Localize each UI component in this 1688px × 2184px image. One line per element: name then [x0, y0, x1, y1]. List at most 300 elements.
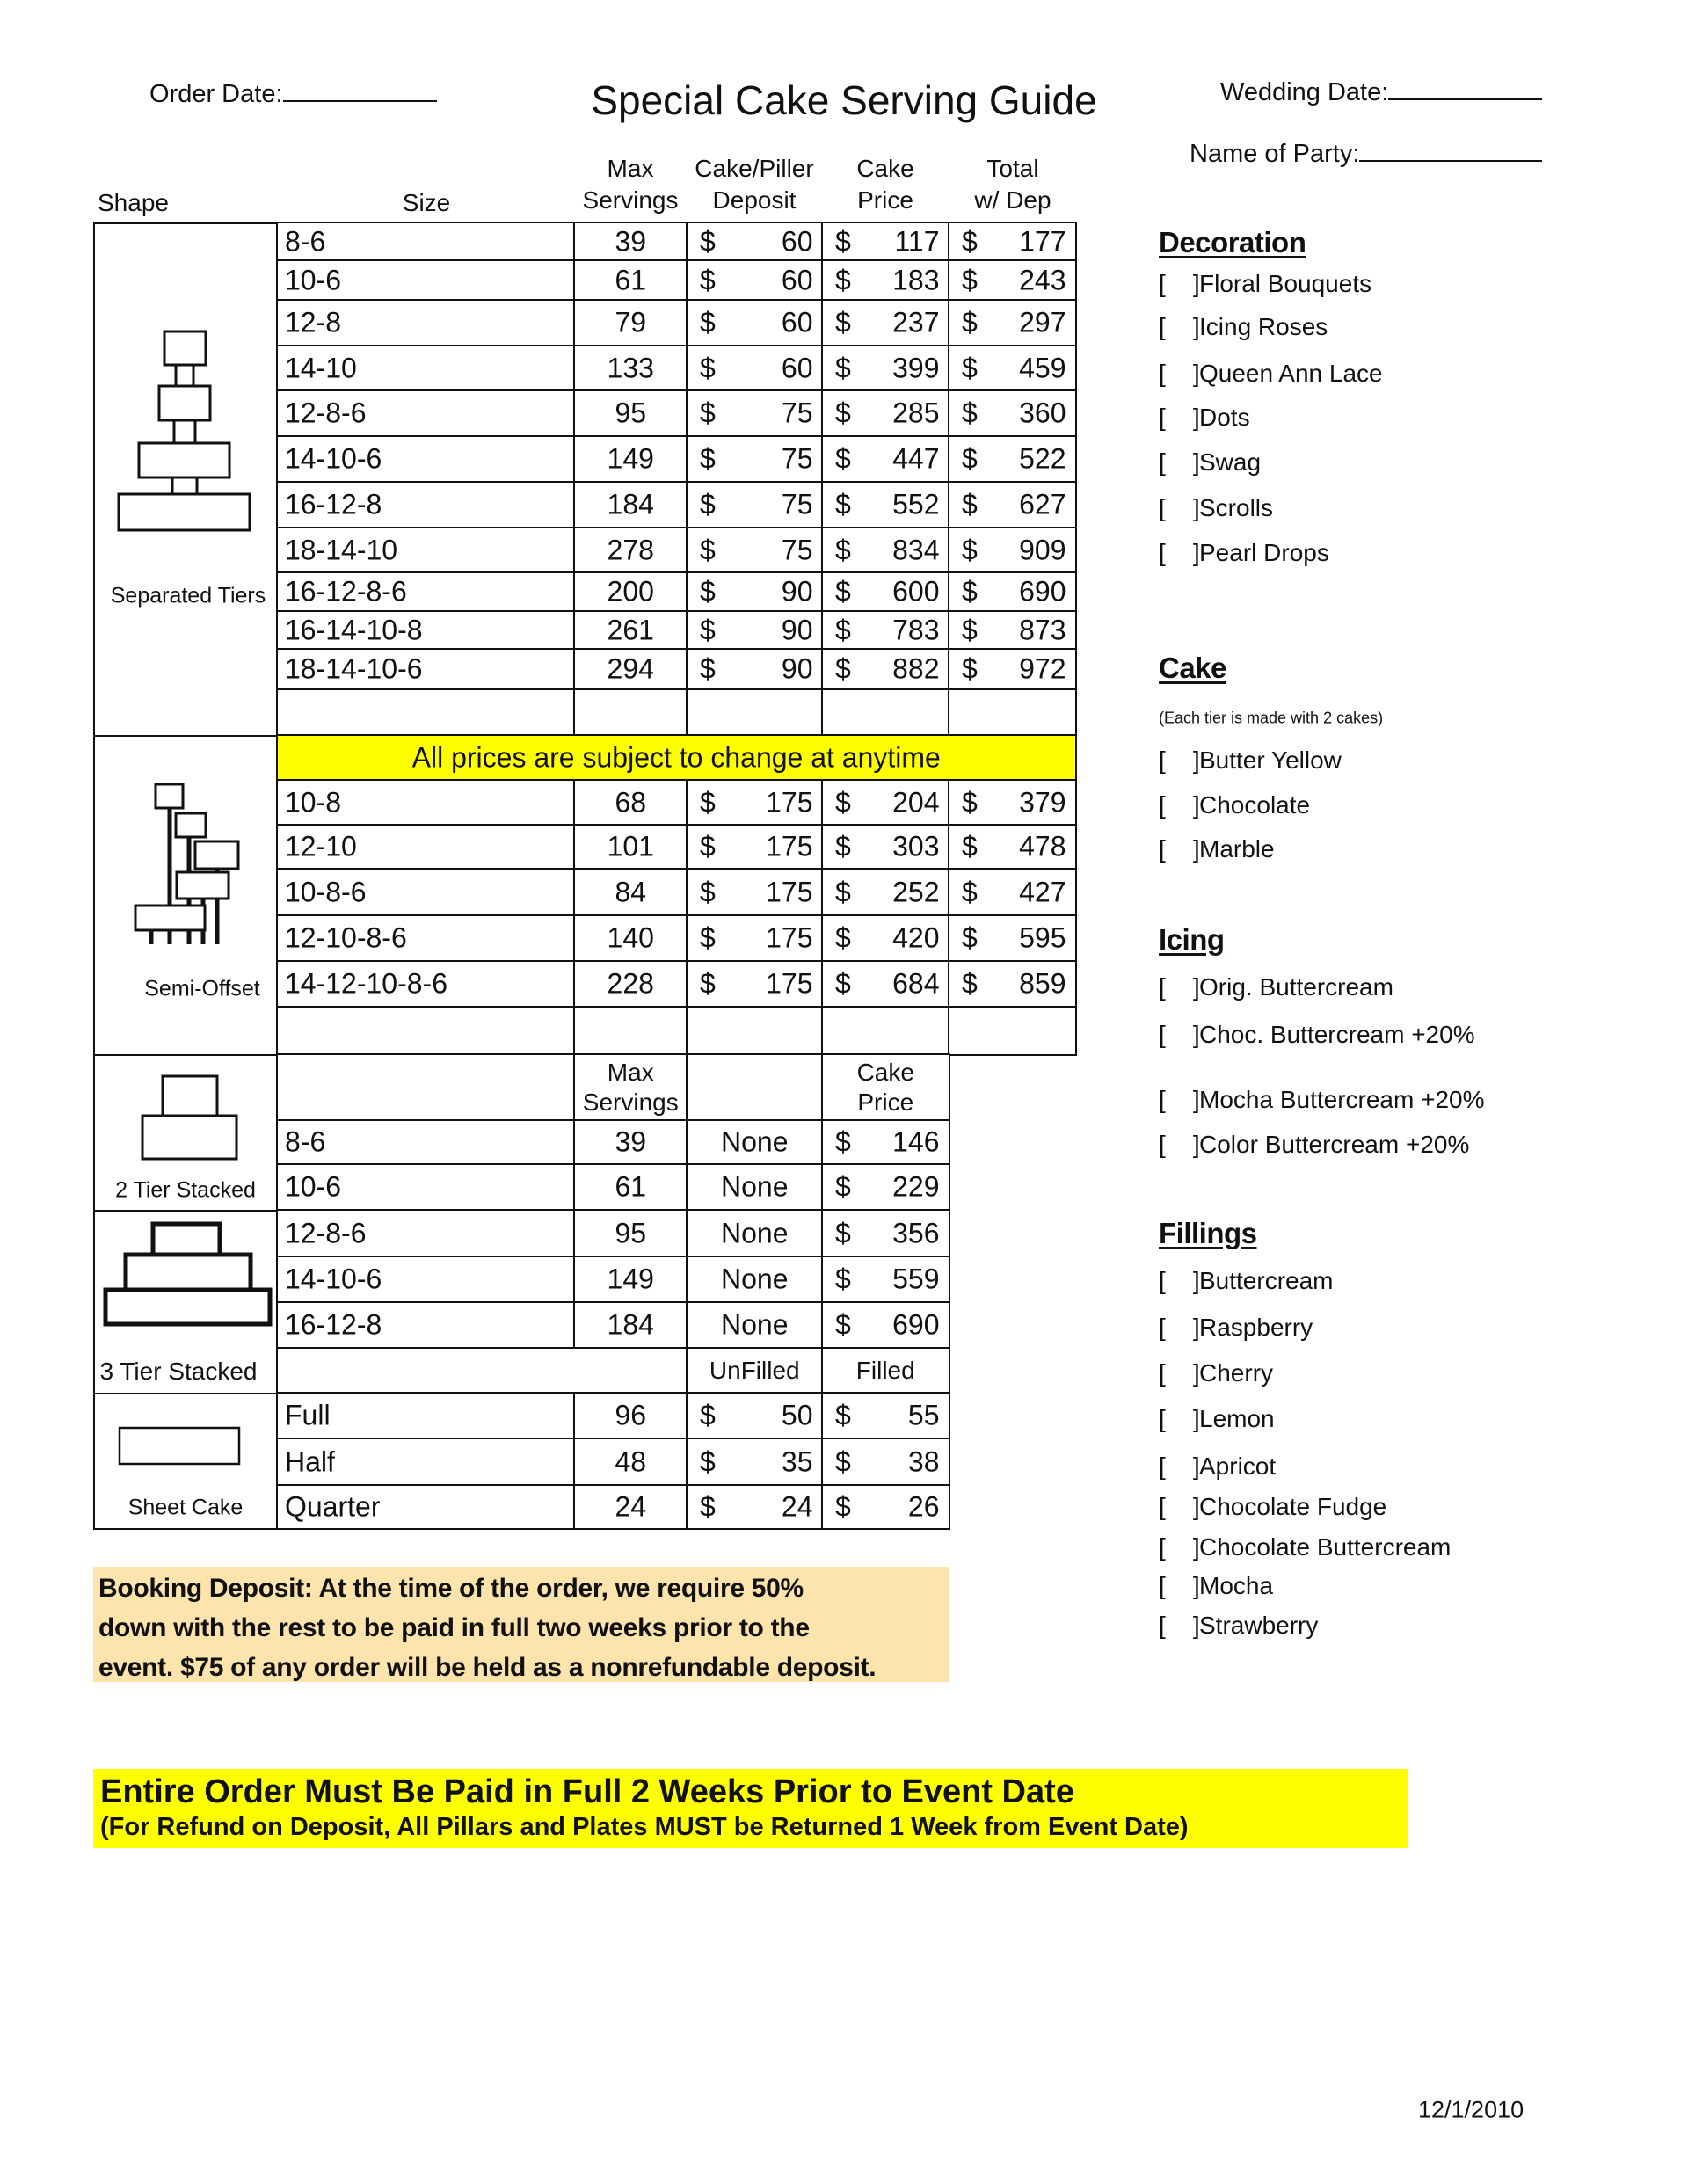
checkbox[interactable]: [ ]: [1159, 360, 1200, 387]
dollar-sign: $: [835, 575, 851, 608]
price-cell: [821, 1163, 950, 1212]
dollar-sign: $: [835, 442, 851, 475]
option-label: Choc. Buttercream +20%: [1199, 1021, 1475, 1048]
dollar-sign: $: [962, 786, 978, 819]
wedding-date-field[interactable]: [1220, 76, 1542, 107]
amount: 552: [892, 488, 940, 521]
dollar-sign: $: [962, 488, 978, 521]
servings-cell: [573, 779, 688, 826]
col-header-line: Deposit: [712, 186, 797, 214]
amount: 297: [1019, 306, 1066, 339]
amount: 50: [781, 1399, 813, 1431]
price-cell: [821, 527, 950, 574]
checkbox[interactable]: [ ]: [1159, 404, 1200, 431]
dollar-sign: $: [962, 534, 978, 566]
option-decoration-item[interactable]: [1159, 360, 1383, 388]
col-header-deposit: [695, 153, 813, 216]
amount: 237: [892, 306, 940, 339]
servings-text: 278: [607, 534, 654, 566]
amount: 26: [907, 1490, 940, 1523]
checkbox[interactable]: [ ]: [1159, 835, 1200, 863]
dollar-sign: $: [700, 967, 716, 1000]
price-cell: [821, 648, 950, 691]
empty-cell: [686, 1053, 824, 1122]
deposit-text: None: [721, 1125, 789, 1158]
checkbox[interactable]: [ ]: [1159, 1533, 1200, 1561]
deposit-cell: [686, 527, 824, 574]
dollar-sign: $: [962, 225, 978, 258]
size-cell: [276, 1256, 576, 1304]
dollar-sign: $: [700, 442, 716, 475]
col-header-cake-price: [856, 153, 913, 216]
dollar-sign: $: [835, 614, 851, 646]
empty-cell: [948, 688, 1077, 737]
option-decoration-item[interactable]: [1159, 404, 1250, 432]
dollar-sign: $: [962, 575, 978, 608]
option-label: Swag: [1199, 448, 1262, 476]
dollar-sign: $: [700, 575, 716, 608]
option-cake-item[interactable]: [1159, 746, 1342, 775]
size-cell: [276, 299, 576, 347]
name-of-party-field[interactable]: [1190, 137, 1542, 169]
servings-text: 48: [615, 1445, 647, 1478]
dollar-sign: $: [835, 830, 851, 863]
size-text: 10-6: [285, 264, 342, 296]
servings-cell: [573, 1119, 688, 1166]
unfilled-price-cell: [686, 1392, 824, 1440]
dollar-sign: $: [962, 264, 978, 296]
amount: 175: [766, 830, 813, 863]
col-header-line: Price: [857, 186, 913, 214]
checkbox[interactable]: [ ]: [1159, 270, 1200, 297]
dollar-sign: $: [835, 652, 851, 685]
dollar-sign: $: [835, 534, 851, 566]
price-change-notice: [276, 734, 1077, 782]
servings-cell: [573, 527, 688, 574]
servings-cell: [573, 571, 688, 613]
dollar-sign: $: [700, 1399, 716, 1431]
size-text: 18-14-10-6: [285, 652, 423, 685]
size-text: 16-12-8-6: [285, 575, 407, 608]
booking-deposit-line: event. $75 of any order will be held as a nonrefundable deposit.: [98, 1653, 877, 1682]
size-text: 14-10: [285, 352, 357, 384]
total-cell: [948, 481, 1077, 529]
servings-cell: [573, 648, 688, 691]
sidebar-heading-decoration: Decoration: [1159, 226, 1306, 258]
servings-cell: [573, 1163, 688, 1212]
dollar-sign: $: [835, 921, 851, 954]
col-header-max-servings: [583, 153, 679, 216]
deposit-cell: [686, 1119, 824, 1166]
col-header-line: Max: [607, 155, 654, 182]
dollar-sign: $: [700, 652, 716, 685]
price-cell: [821, 779, 950, 826]
servings-cell: [573, 960, 688, 1008]
dollar-sign: $: [962, 876, 978, 908]
option-label: Buttercream: [1199, 1267, 1334, 1294]
option-label: Lemon: [1199, 1405, 1275, 1432]
dollar-sign: $: [700, 534, 716, 566]
payment-notice: [93, 1769, 1408, 1848]
servings-cell: [573, 389, 688, 438]
servings-cell: [573, 1484, 688, 1530]
dollar-sign: $: [835, 1170, 851, 1203]
order-date-field[interactable]: [149, 77, 437, 109]
option-label: Mocha Buttercream +20%: [1199, 1086, 1485, 1113]
servings-text: 61: [615, 1170, 647, 1203]
col-header-line: w/ Dep: [974, 186, 1051, 214]
amount: 117: [894, 225, 940, 258]
size-text: 18-14-10: [285, 534, 398, 566]
deposit-text: None: [721, 1170, 789, 1203]
checkbox[interactable]: [ ]: [1159, 1493, 1200, 1520]
servings-cell: [573, 610, 688, 651]
deposit-cell: [686, 1256, 824, 1304]
servings-cell: [573, 868, 688, 917]
servings-cell: [573, 1438, 688, 1487]
booking-deposit-note: [93, 1567, 949, 1682]
size-text: 14-10-6: [285, 1263, 382, 1295]
shape-cell-separated-tiers: [93, 222, 279, 737]
price-cell: [821, 1256, 950, 1304]
amount: 459: [1019, 352, 1066, 384]
dollar-sign: $: [835, 786, 851, 819]
deposit-cell: [686, 779, 824, 826]
amount: 356: [892, 1217, 940, 1249]
deposit-cell: [686, 259, 824, 302]
deposit-cell: [686, 610, 824, 651]
amount: 252: [892, 876, 940, 908]
option-decoration-item[interactable]: [1159, 448, 1261, 477]
size-cell: [276, 259, 576, 302]
dollar-sign: $: [700, 306, 716, 339]
unfilled-price-cell: [686, 1438, 824, 1487]
option-label: Queen Ann Lace: [1199, 360, 1383, 387]
option-label: Chocolate Fudge: [1199, 1493, 1387, 1520]
servings-cell: [573, 1209, 688, 1258]
dollar-sign: $: [835, 1308, 851, 1341]
servings-cell: [573, 1392, 688, 1440]
total-cell: [948, 610, 1077, 651]
col-header-line: Servings: [582, 186, 679, 214]
payment-notice-headline: Entire Order Must Be Paid in Full 2 Weeks Prior to Event Date: [100, 1773, 1074, 1810]
servings-text: 101: [607, 830, 654, 863]
servings-text: 39: [615, 1125, 647, 1158]
amount: 478: [1019, 830, 1066, 863]
deposit-cell: [686, 648, 824, 691]
sidebar-heading-fillings: Fillings: [1159, 1217, 1257, 1249]
amount: 38: [907, 1445, 940, 1478]
option-label: Butter Yellow: [1199, 746, 1342, 774]
size-text: 12-10: [285, 830, 357, 863]
option-fillings-item[interactable]: [1159, 1314, 1313, 1342]
order-date-blank[interactable]: [283, 77, 437, 102]
checkbox[interactable]: [ ]: [1159, 539, 1200, 566]
dollar-sign: $: [835, 1217, 851, 1249]
amount: 972: [1019, 652, 1066, 685]
notice-text: All prices are subject to change at anytime: [411, 741, 941, 774]
shape-label-two-tier: 2 Tier Stacked: [115, 1177, 256, 1203]
size-text: 16-12-8: [285, 1308, 382, 1341]
dollar-sign: $: [962, 967, 978, 1000]
checkbox[interactable]: [ ]: [1159, 313, 1200, 340]
amount: 175: [766, 786, 813, 819]
payment-notice-subline: (For Refund on Deposit, All Pillars and Plates MUST be Returned 1 Week from Event Date): [100, 1813, 1189, 1841]
servings-text: 96: [615, 1399, 647, 1431]
price-cell: [821, 222, 950, 262]
servings-text: 149: [607, 1263, 654, 1295]
servings-text: 79: [615, 306, 647, 339]
servings-text: 140: [607, 921, 654, 954]
booking-deposit-line: Booking Deposit: At the time of the order, we require 50%: [98, 1574, 804, 1603]
amount: 175: [766, 967, 813, 1000]
dollar-sign: $: [700, 264, 716, 296]
dollar-sign: $: [700, 1490, 716, 1523]
empty-cell: [276, 688, 576, 737]
option-icing-item[interactable]: [1159, 1021, 1475, 1049]
size-cell: [276, 222, 576, 262]
name-of-party-blank[interactable]: [1359, 137, 1542, 162]
deposit-cell: [686, 222, 824, 262]
empty-cell: [686, 688, 824, 737]
unfilled-header: [686, 1347, 824, 1394]
option-cake-item[interactable]: [1159, 791, 1310, 819]
amount: 177: [1019, 225, 1066, 258]
amount: 627: [1019, 488, 1066, 521]
option-icing-item[interactable]: [1159, 1131, 1469, 1159]
size-cell: [276, 481, 576, 529]
amount: 90: [781, 575, 813, 608]
option-label: Scrolls: [1199, 494, 1274, 521]
size-cell: [276, 345, 576, 392]
dollar-sign: $: [962, 352, 978, 384]
size-text: 10-6: [285, 1170, 342, 1203]
total-cell: [948, 868, 1077, 917]
size-text: 12-8-6: [285, 1217, 367, 1249]
servings-text: 261: [607, 614, 654, 646]
servings-cell: [573, 914, 688, 963]
size-text: 14-10-6: [285, 442, 382, 475]
checkbox[interactable]: [ ]: [1159, 1405, 1200, 1432]
page-title: Special Cake Serving Guide: [591, 77, 1097, 123]
total-cell: [948, 527, 1077, 574]
price-cell: [821, 1301, 950, 1350]
dollar-sign: $: [700, 352, 716, 384]
size-cell: [276, 1392, 576, 1440]
size-cell: [276, 960, 576, 1008]
size-cell: [276, 648, 576, 691]
shape-label-semi-offset: Semi-Offset: [144, 976, 260, 1001]
option-fillings-item[interactable]: [1159, 1405, 1275, 1433]
price-cell: [821, 435, 950, 484]
header-line: Price: [857, 1088, 914, 1116]
option-fillings-item[interactable]: [1159, 1452, 1276, 1481]
checkbox[interactable]: [ ]: [1159, 973, 1200, 1001]
amount: 420: [892, 921, 940, 954]
deposit-cell: [686, 914, 824, 963]
col-header-line: Cake/Piller: [695, 155, 814, 182]
header-line: Cake: [856, 1058, 914, 1086]
checkbox[interactable]: [ ]: [1159, 448, 1200, 476]
amount: 684: [892, 967, 940, 1000]
size-text: 16-14-10-8: [285, 614, 423, 646]
dollar-sign: $: [835, 397, 851, 429]
dollar-sign: $: [835, 967, 851, 1000]
amount: 690: [1019, 575, 1066, 608]
checkbox[interactable]: [ ]: [1159, 1086, 1200, 1113]
amount: 783: [892, 614, 940, 646]
amount: 595: [1019, 921, 1066, 954]
amount: 447: [892, 442, 940, 475]
dollar-sign: $: [962, 614, 978, 646]
checkbox[interactable]: [ ]: [1159, 1612, 1200, 1639]
option-fillings-item[interactable]: [1159, 1359, 1273, 1387]
option-icing-item[interactable]: [1159, 1086, 1485, 1114]
deposit-cell: [686, 868, 824, 917]
size-cell: [276, 1119, 576, 1166]
amount: 882: [892, 652, 940, 685]
col-header-line: Cake: [856, 155, 914, 182]
size-text: 10-8: [285, 786, 342, 819]
amount: 859: [1019, 967, 1066, 1000]
servings-text: 39: [615, 225, 647, 258]
total-cell: [948, 299, 1077, 347]
size-text: Half: [285, 1445, 335, 1478]
option-decoration-item[interactable]: [1159, 494, 1273, 522]
price-cell: [821, 1119, 950, 1166]
amount: 559: [892, 1263, 940, 1295]
dollar-sign: $: [962, 397, 978, 429]
option-fillings-item[interactable]: [1159, 1267, 1334, 1295]
amount: 24: [781, 1490, 813, 1523]
max-servings-header-text: [583, 1058, 679, 1117]
empty-cell: [821, 688, 950, 737]
total-cell: [948, 435, 1077, 484]
amount: 834: [892, 534, 940, 566]
checkbox[interactable]: [ ]: [1159, 494, 1200, 521]
checkbox[interactable]: [ ]: [1159, 1021, 1200, 1048]
price-cell: [821, 571, 950, 613]
price-cell: [821, 345, 950, 392]
deposit-cell: [686, 481, 824, 529]
dollar-sign: $: [962, 652, 978, 685]
size-text: 16-12-8: [285, 488, 382, 521]
dollar-sign: $: [835, 306, 851, 339]
size-cell: [276, 779, 576, 826]
dollar-sign: $: [700, 397, 716, 429]
dollar-sign: $: [835, 876, 851, 908]
empty-cell: [276, 1006, 576, 1056]
price-cell: [821, 389, 950, 438]
empty-cell: [573, 1006, 688, 1056]
checkbox[interactable]: [ ]: [1159, 1572, 1200, 1599]
option-decoration-item[interactable]: [1159, 539, 1329, 567]
option-fillings-item[interactable]: [1159, 1612, 1318, 1640]
sidebar-heading-icing: Icing: [1159, 923, 1225, 956]
servings-cell: [573, 1301, 688, 1350]
option-icing-item[interactable]: [1159, 973, 1393, 1001]
servings-cell: [573, 259, 688, 302]
total-cell: [948, 779, 1077, 826]
option-fillings-item[interactable]: [1159, 1533, 1451, 1562]
size-text: 12-8-6: [285, 397, 367, 429]
shape-label-sheet-cake: Sheet Cake: [127, 1495, 244, 1520]
servings-text: 149: [607, 442, 654, 475]
checkbox[interactable]: [ ]: [1159, 1131, 1200, 1158]
checkbox[interactable]: [ ]: [1159, 1452, 1200, 1480]
servings-text: 294: [607, 652, 654, 685]
checkbox[interactable]: [ ]: [1159, 791, 1200, 819]
checkbox[interactable]: [ ]: [1159, 1359, 1200, 1387]
size-cell: [276, 1163, 576, 1212]
option-label: Pearl Drops: [1199, 539, 1329, 566]
option-label: Chocolate: [1199, 791, 1311, 819]
checkbox[interactable]: [ ]: [1159, 1267, 1200, 1294]
dollar-sign: $: [835, 1399, 851, 1431]
amount: 379: [1019, 786, 1066, 819]
servings-cell: [573, 1256, 688, 1304]
amount: 909: [1019, 534, 1066, 566]
empty-cell: [686, 1006, 824, 1056]
header-line: Servings: [582, 1088, 679, 1116]
amount: 60: [781, 352, 813, 384]
dollar-sign: $: [700, 225, 716, 258]
col-header-shape: Shape: [98, 189, 169, 216]
servings-text: 95: [615, 397, 647, 429]
total-cell: [948, 389, 1077, 438]
sidebar-note: (Each tier is made with 2 cakes): [1159, 709, 1384, 727]
option-cake-item[interactable]: [1159, 835, 1275, 863]
option-label: Color Buttercream +20%: [1199, 1131, 1470, 1158]
size-text: Quarter: [285, 1490, 381, 1523]
option-fillings-item[interactable]: [1159, 1572, 1273, 1600]
total-cell: [948, 259, 1077, 302]
option-fillings-item[interactable]: [1159, 1493, 1386, 1521]
amount: 229: [892, 1170, 940, 1203]
col-header-line: Total: [986, 155, 1039, 182]
amount: 75: [781, 397, 813, 429]
filled-header: [821, 1347, 950, 1394]
wedding-date-blank[interactable]: [1388, 76, 1542, 100]
deposit-cell: [686, 345, 824, 392]
amount: 690: [892, 1308, 940, 1341]
option-label: Raspberry: [1199, 1314, 1313, 1341]
max-servings-header: [573, 1053, 688, 1122]
amount: 60: [781, 225, 813, 258]
checkbox[interactable]: [ ]: [1159, 746, 1200, 774]
size-text: 12-8: [285, 306, 342, 339]
amount: 75: [781, 534, 813, 566]
amount: 360: [1019, 397, 1066, 429]
servings-text: 24: [615, 1490, 647, 1523]
deposit-cell: [686, 299, 824, 347]
amount: 35: [781, 1445, 813, 1478]
empty-cell: [276, 1347, 688, 1394]
option-label: Cherry: [1199, 1359, 1274, 1387]
amount: 427: [1019, 876, 1066, 908]
price-cell: [821, 259, 950, 302]
dollar-sign: $: [700, 488, 716, 521]
order-date-label: Order Date:: [149, 80, 283, 108]
option-decoration-item[interactable]: [1159, 313, 1328, 341]
amount: 183: [892, 264, 940, 296]
option-decoration-item[interactable]: [1159, 270, 1372, 298]
checkbox[interactable]: [ ]: [1159, 1314, 1200, 1341]
size-cell: [276, 435, 576, 484]
amount: 175: [766, 876, 813, 908]
price-cell: [821, 1209, 950, 1258]
deposit-cell: [686, 1301, 824, 1350]
